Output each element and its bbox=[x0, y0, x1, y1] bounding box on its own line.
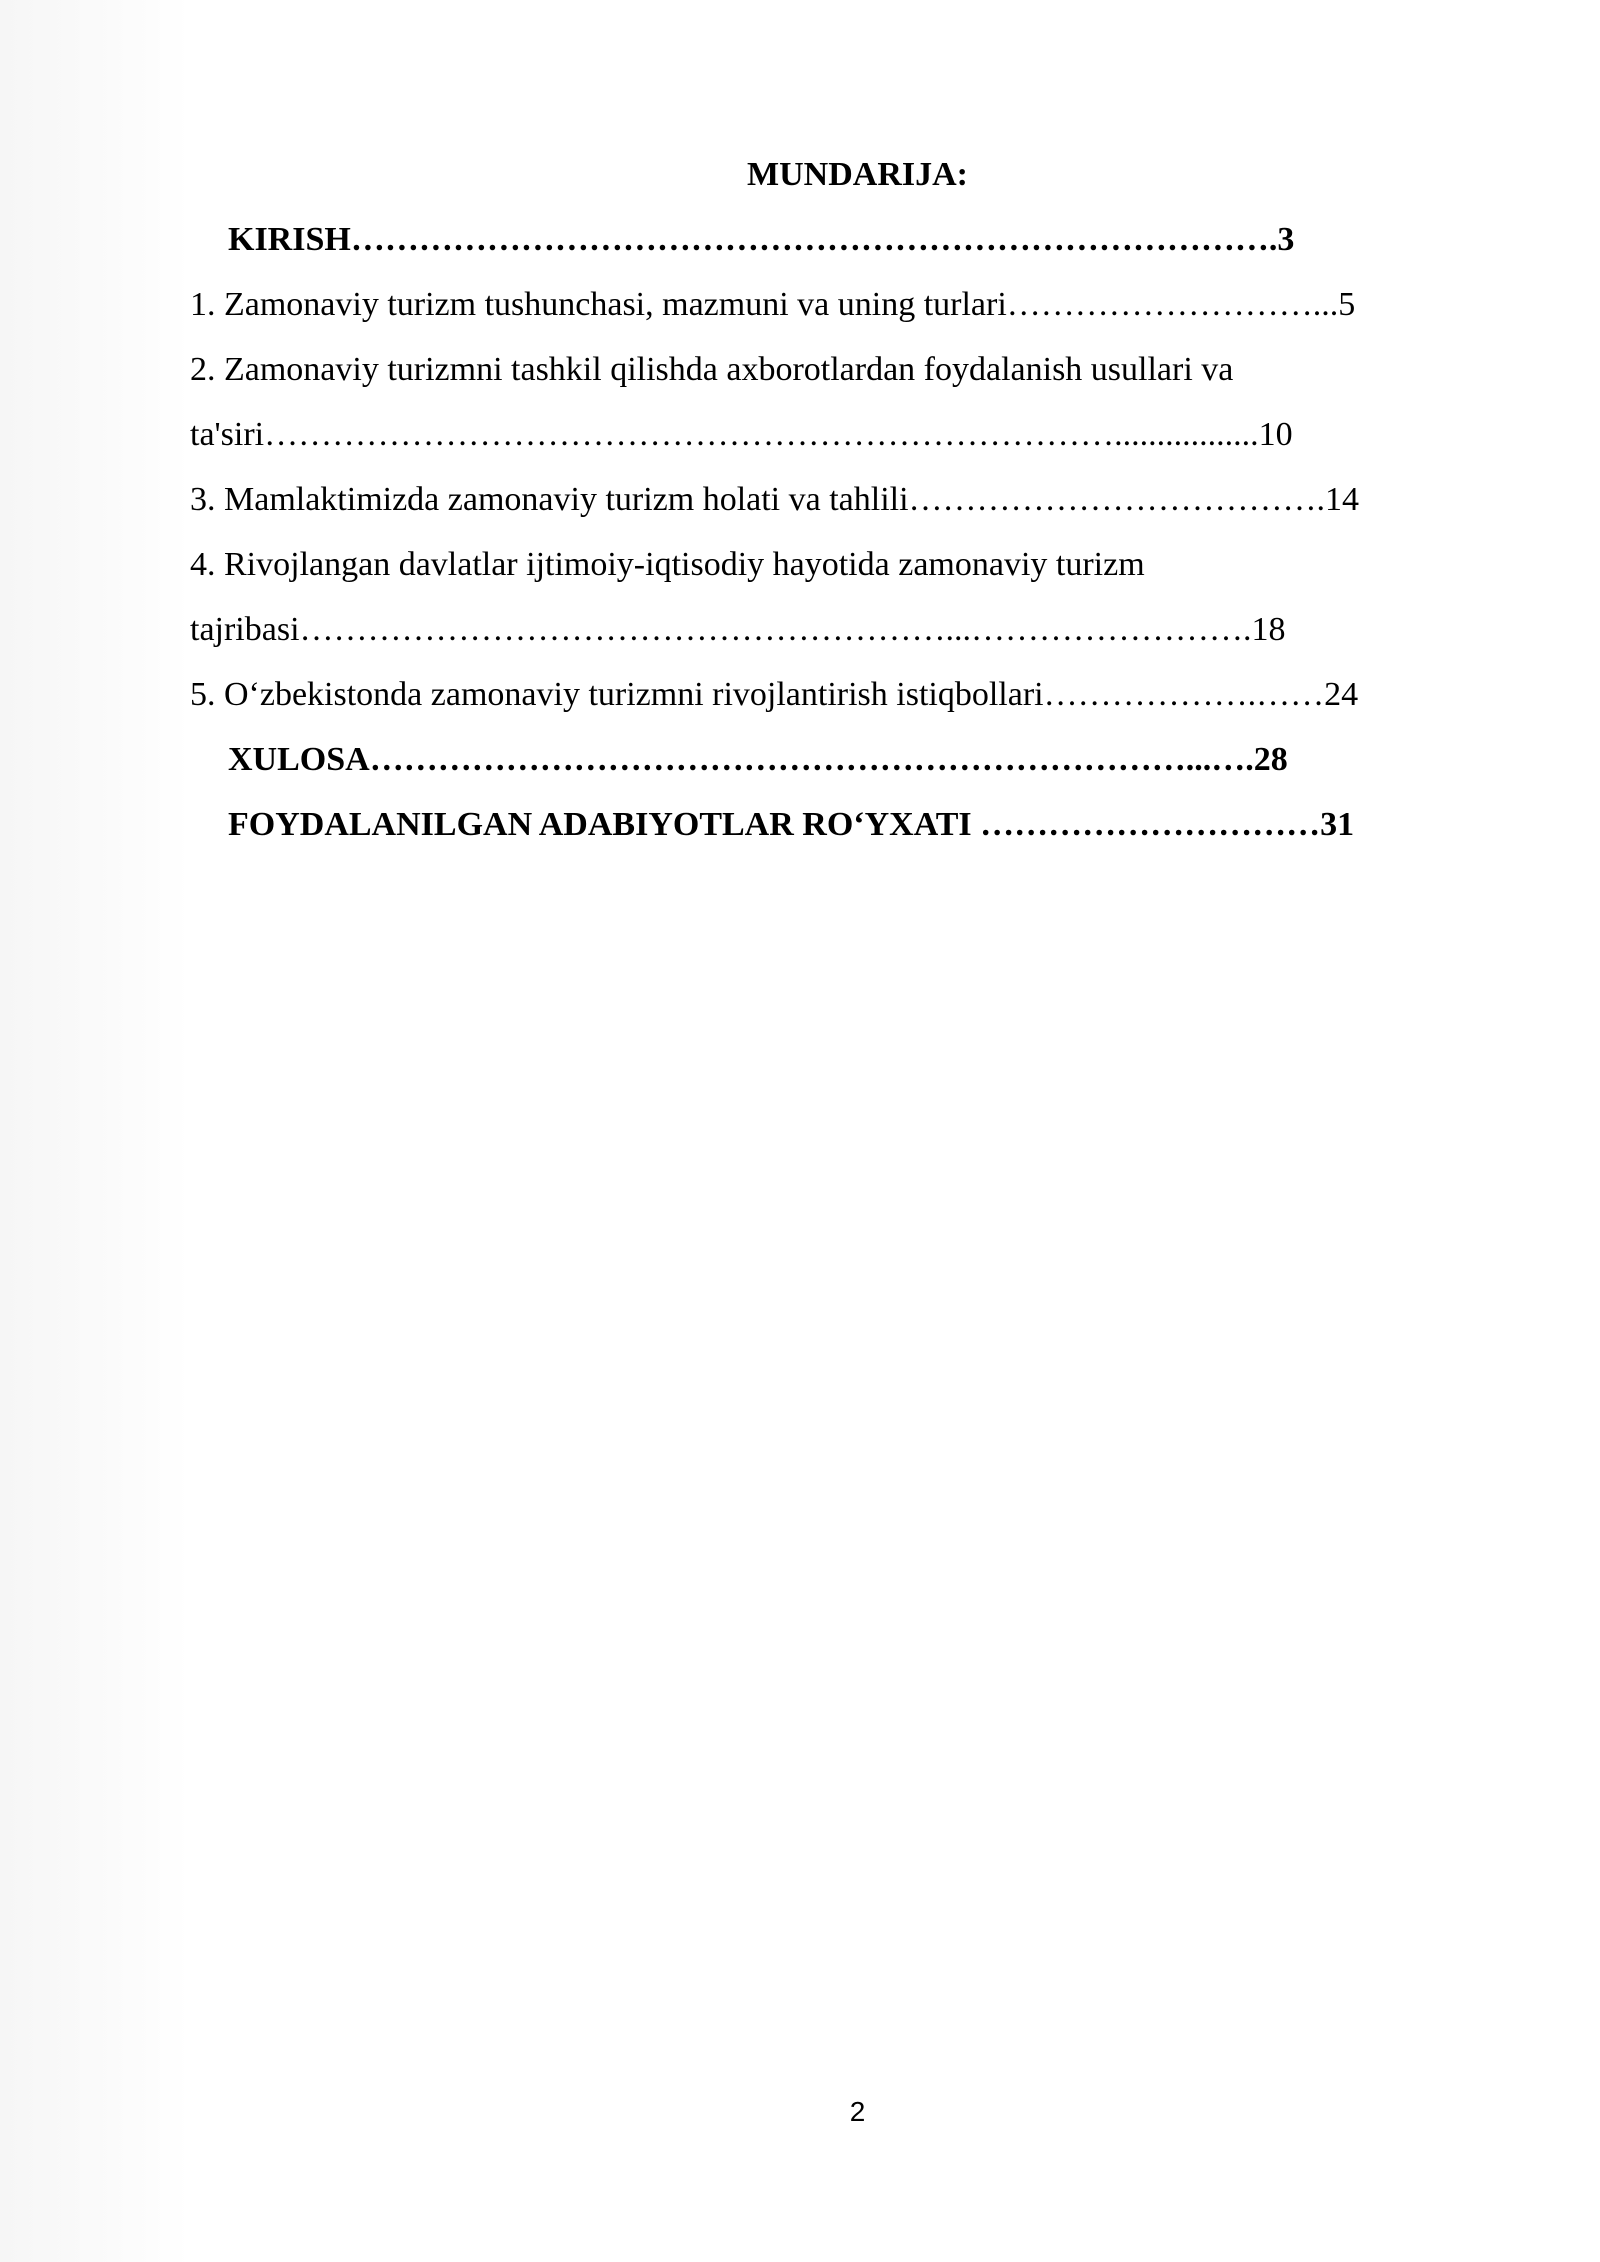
toc-entry-xulosa: XULOSA………………………………………………………………...….28 bbox=[228, 741, 1288, 778]
toc-title: MUNDARIJA: bbox=[747, 156, 968, 193]
toc-entry-2-line-2: ta'siri………………………………………………………………….................10 bbox=[190, 416, 1293, 453]
toc-entry-4-line-1: 4. Rivojlangan davlatlar ijtimoiy-iqtisodiy hayotida zamonaviy turizm bbox=[190, 546, 1145, 583]
toc-entry-kirish: KIRISH……………………………………………………………………….3 bbox=[228, 221, 1295, 258]
page-number: 2 bbox=[849, 2096, 866, 2127]
toc-entry-adabiyotlar: FOYDALANILGAN ADABIYOTLAR RO‘YXATI …………………………31 bbox=[228, 806, 1355, 843]
toc-entry-3: 3. Mamlaktimizda zamonaviy turizm holati va tahlili……………………………….14 bbox=[190, 481, 1360, 518]
toc-entry-5: 5. O‘zbekistonda zamonaviy turizmni rivojlantirish istiqbollari……………….……24 bbox=[190, 676, 1359, 713]
toc-entry-1: 1. Zamonaviy turizm tushunchasi, mazmuni va uning turlari………………………...5 bbox=[190, 286, 1356, 323]
toc-entry-2-line-1: 2. Zamonaviy turizmni tashkil qilishda axborotlardan foydalanish usullari va bbox=[190, 351, 1234, 388]
toc-entry-4-line-2: tajribasi…………………………………………………...…………………….18 bbox=[190, 611, 1286, 648]
